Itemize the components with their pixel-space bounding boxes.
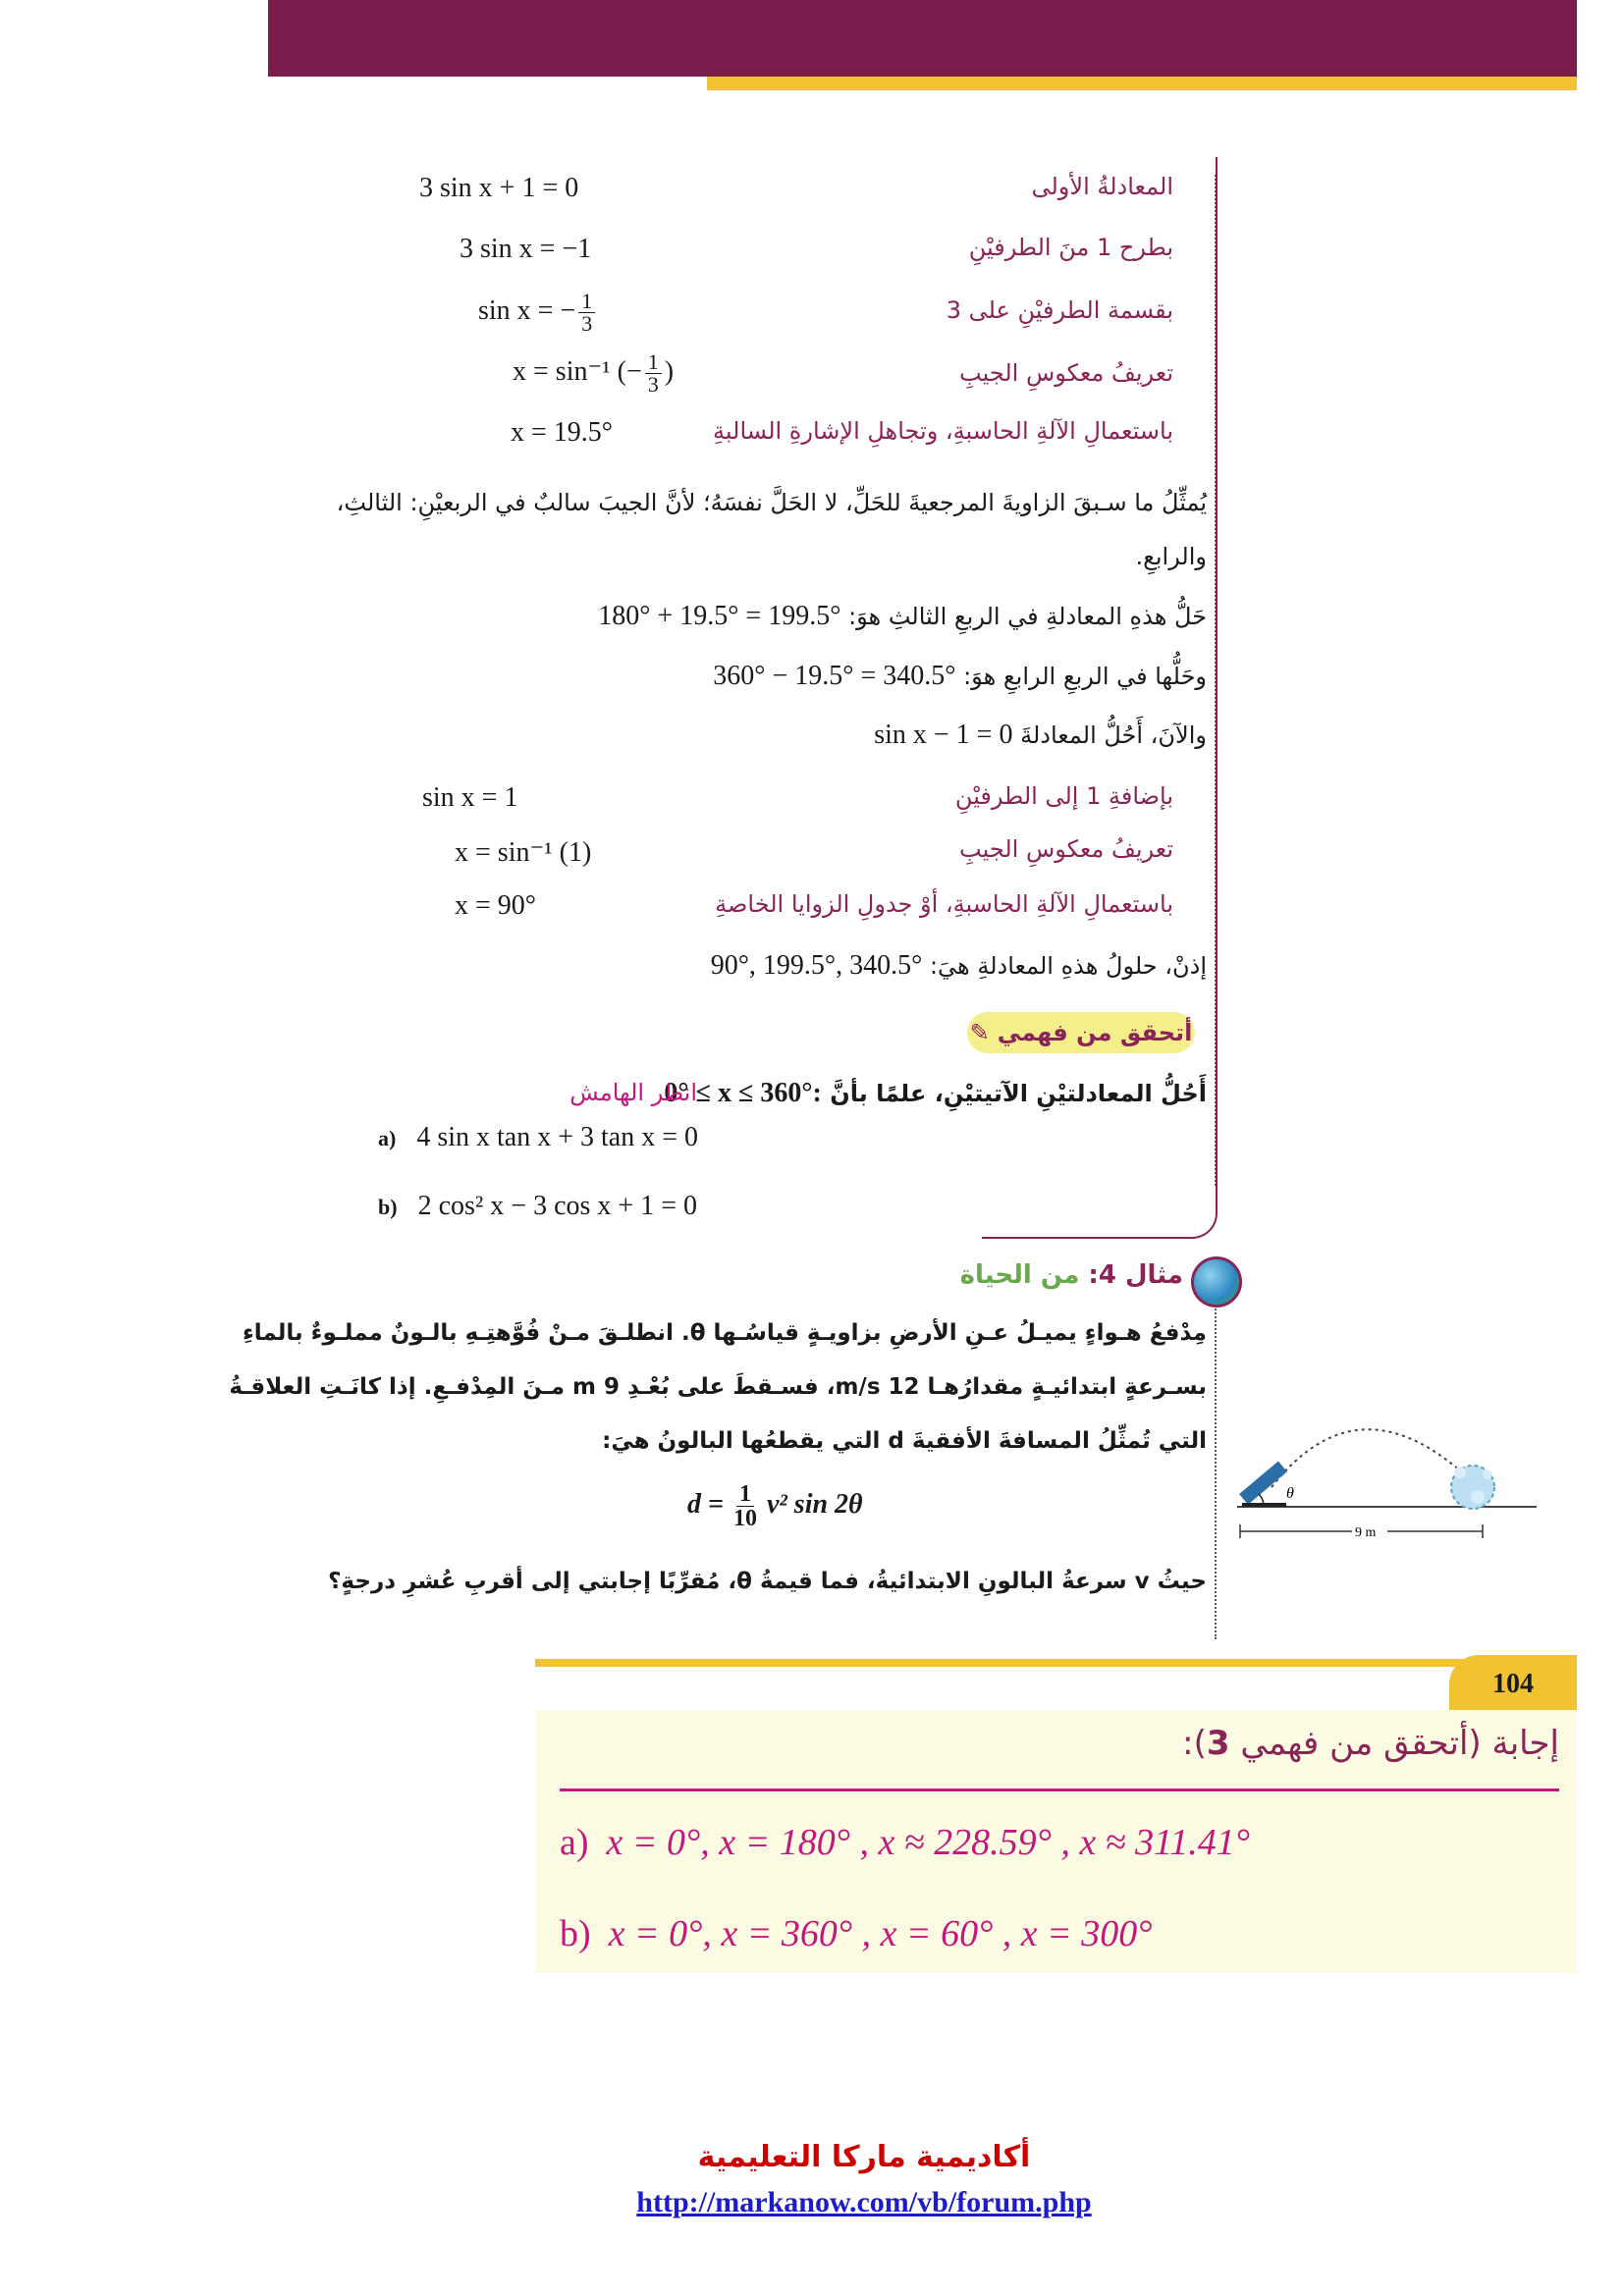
step-math-text: x = sin⁻¹ (− (513, 355, 642, 387)
example-line-2: بسـرعةٍ ابتدائيـةٍ مقدارُهـا 12 m/s، فسـقطَ على بُعْـدِ 9 m مـنَ المِدْفـعِ. إذا كانَـتِ العلاقـةُ (229, 1374, 1207, 1400)
theta-label: θ (1286, 1485, 1294, 1502)
step-math-text: sin x = − (478, 294, 576, 326)
step-row (412, 890, 1173, 934)
answer-b-label: b) (560, 1913, 591, 1954)
fourth-quadrant-math: 360° − 19.5° = 340.5° (713, 661, 956, 691)
problem-a-label: a) (378, 1126, 397, 1150)
step-math (478, 291, 598, 335)
step-math: x = 90° (455, 890, 536, 921)
example-line-3: التي تُمثِّلُ المسافةَ الأفقيةَ d التي يقطعُها البالونُ هيَ: (602, 1428, 1207, 1454)
page-number-tab (1449, 1655, 1577, 1714)
step-math: 3 sin x = −1 (460, 234, 592, 264)
footer-link[interactable]: http://markanow.com/vb/forum.php (636, 2186, 1092, 2218)
step-reason: بإضافةِ 1 إلى الطرفيْنِ (954, 782, 1173, 810)
second-equation-math: sin x − 1 = 0 (874, 720, 1013, 750)
step-reason: بقسمة الطرفيْنِ على 3 (946, 296, 1173, 324)
step-reason: تعريفُ معكوسِ الجيبِ (959, 835, 1173, 863)
check-understanding-badge (967, 1012, 1195, 1053)
check-range: 0° ≤ x ≤ 360°: (664, 1078, 822, 1108)
fraction-denominator: 3 (647, 372, 659, 397)
solution-line (711, 950, 1207, 982)
check-instruction-text: أَحُلُّ المعادلتيْنِ الآتيتيْنِ، علمًا بأنَّ (830, 1080, 1207, 1107)
header-banner (268, 0, 1577, 77)
header-gold-strip (707, 77, 1577, 90)
formula-rhs: v² sin 2θ (766, 1488, 863, 1520)
check-instruction-line (664, 1078, 1207, 1109)
answer-title-pre: إجابة (أتحقق من فهمي (1229, 1724, 1559, 1763)
step-math: x = 19.5° (511, 417, 613, 448)
answer-title-num: 3 (1206, 1724, 1230, 1763)
solution-text: إذنْ، حلولُ هذهِ المعادلةِ هيَ: (929, 952, 1207, 980)
second-equation-line (874, 720, 1207, 751)
check-understanding-title: أتحقق من فهمي (997, 1019, 1193, 1046)
step-reason: باستعمالِ الآلةِ الحاسبةِ، أوْ جدولِ الزوايا الخاصةِ (715, 890, 1173, 918)
globe-icon (1191, 1256, 1242, 1308)
example-title: مثال 4: (1088, 1260, 1183, 1290)
formula-fraction (733, 1482, 757, 1530)
example-line-4: حيثُ v سرعةُ البالونِ الابتدائيةُ، فما قيمةُ θ، مُقرِّبًا إجابتي إلى أقربِ عُشرِ درجةٍ؟ (328, 1569, 1207, 1594)
fraction-numerator: 1 (578, 291, 595, 313)
step-math: sin x = 1 (422, 782, 518, 813)
problem-b (378, 1191, 697, 1222)
fraction (578, 291, 595, 335)
step-row (412, 173, 1173, 216)
answer-a-values: x = 0°, x = 180° , x ≈ 228.59° , x ≈ 311.41° (606, 1822, 1250, 1863)
reference-angle-paragraph-cont: والرابعِ. (1135, 543, 1207, 570)
step-math (513, 351, 674, 396)
problem-b-equation: 2 cos² x − 3 cos x + 1 = 0 (417, 1191, 697, 1221)
cannon-barrel (1239, 1462, 1287, 1505)
problem-a (378, 1122, 698, 1153)
problem-b-label: b) (378, 1195, 398, 1219)
formula-numerator: 1 (736, 1482, 754, 1507)
third-quadrant-line (598, 601, 1207, 632)
answer-title (560, 1724, 1559, 1763)
answer-b-values: x = 0°, x = 360° , x = 60° , x = 300° (608, 1913, 1153, 1954)
step-row (412, 285, 1173, 347)
third-quadrant-text: حَلُّ هذهِ المعادلةِ في الربعِ الثالثِ هوَ: (848, 603, 1207, 630)
solution-math: 90°, 199.5°, 340.5° (710, 950, 923, 981)
fourth-quadrant-line (713, 661, 1207, 692)
formula-lhs: d = (687, 1488, 724, 1520)
example-subtitle: من الحياة (959, 1260, 1080, 1290)
step-row (412, 835, 1173, 879)
pencil-icon: ✎ (969, 1019, 990, 1046)
problem-a-equation: 4 sin x tan x + 3 tan x = 0 (416, 1122, 698, 1152)
distance-formula (687, 1482, 863, 1530)
step-math: x = sin⁻¹ (1) (455, 837, 592, 868)
footer-academy: أكاديمية ماركا التعليمية (697, 2140, 1031, 2174)
step-reason: بطرح 1 منَ الطرفيْنِ (968, 234, 1173, 261)
formula-denominator: 10 (732, 1506, 757, 1531)
answer-a-label: a) (560, 1822, 589, 1863)
splash-icon (1451, 1466, 1494, 1509)
answer-title-underline (560, 1789, 1559, 1791)
example-line-1: مِدْفعُ هـواءٍ يميـلُ عـنِ الأرضِ بزاويـةٍ قياسُـها θ. انطلـقَ مـنْ فُوَّهتِـهِ بالـونٌ مملـوءٌ بالماءِ (242, 1320, 1207, 1346)
step-reason: باستعمالِ الآلةِ الحاسبةِ، وتجاهلِ الإشارةِ السالبةِ (713, 417, 1173, 445)
example-header (884, 1260, 1183, 1290)
margin-note: انظر الهامش (569, 1079, 697, 1106)
page-number: 104 (1492, 1669, 1534, 1699)
page-number-bar (535, 1659, 1577, 1667)
fraction-numerator: 1 (645, 351, 662, 374)
fourth-quadrant-text: وحَلُّها في الربعِ الرابعِ هوَ: (963, 663, 1207, 690)
step-math-text: ) (664, 355, 675, 387)
dotted-rule-bottom (1215, 1266, 1217, 1639)
step-row (412, 234, 1173, 277)
step-row (412, 417, 1173, 460)
answer-b (560, 1912, 1152, 1955)
step-math: 3 sin x + 1 = 0 (419, 173, 579, 203)
distance-label: 9 m (1355, 1525, 1377, 1540)
answer-a (560, 1821, 1250, 1864)
fraction-denominator: 3 (581, 311, 593, 336)
step-row (412, 346, 1173, 408)
reference-angle-paragraph: يُمثِّلُ ما سـبقَ الزاويةَ المرجعيةَ للحَلِّ، لا الحَلَّ نفسَهُ؛ لأنَّ الجيبَ سالبٌ في الربعيْنِ: الثالثِ، (336, 489, 1207, 516)
third-quadrant-math: 180° + 19.5° = 199.5° (598, 601, 841, 631)
cannon-figure (1232, 1394, 1546, 1541)
step-row (412, 782, 1173, 826)
step-reason: تعريفُ معكوسِ الجيبِ (959, 359, 1173, 387)
step-reason: المعادلةُ الأولى (1031, 173, 1173, 200)
second-equation-text: والآنَ، أَحُلُّ المعادلةَ (1020, 721, 1207, 749)
answer-title-post: ): (1182, 1724, 1207, 1763)
fraction (645, 351, 662, 396)
trajectory-path (1272, 1429, 1473, 1487)
